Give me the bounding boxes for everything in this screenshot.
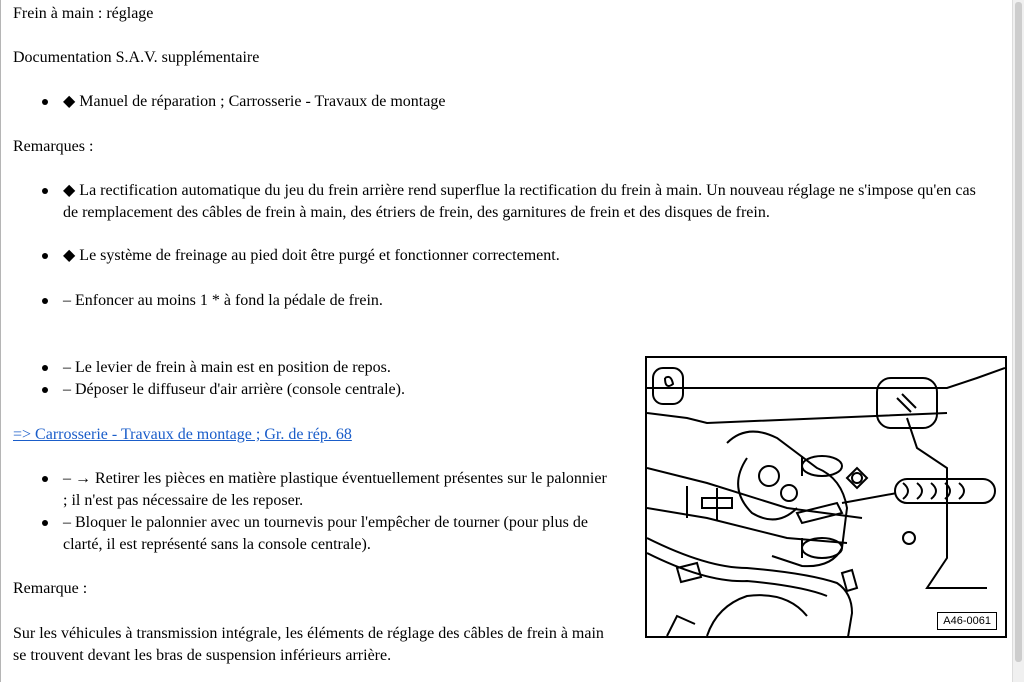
remarks-heading: Remarques : <box>13 138 94 155</box>
list-item <box>13 290 713 312</box>
list-item <box>13 512 613 556</box>
page-title: Frein à main : réglage <box>13 5 154 22</box>
carrosserie-link[interactable]: => Carrosserie - Travaux de montage ; Gr. de rép. 68 <box>13 426 352 443</box>
handbrake-drawing <box>647 358 1005 636</box>
step-text: – → Retirer les pièces en matière plastique éventuellement présentes sur le palonnier ; il n'est pas nécessaire de les reposer. <box>63 470 607 509</box>
list-item <box>13 245 988 267</box>
remark-heading: Remarque : <box>13 580 88 597</box>
bullet-icon <box>42 387 48 393</box>
list-item <box>13 379 633 401</box>
step-text: – Enfoncer au moins 1 * à fond la pédale de frein. <box>63 292 383 309</box>
doc-heading: Documentation S.A.V. supplémentaire <box>13 49 260 66</box>
figure-label: A46-0061 <box>937 612 997 630</box>
bullet-icon <box>42 298 48 304</box>
remark-text: ◆ Le système de freinage au pied doit être purgé et fonctionner correctement. <box>63 247 560 264</box>
vertical-scrollbar[interactable] <box>1012 0 1024 682</box>
bullet-icon <box>42 365 48 371</box>
step-text: – Déposer le diffuseur d'air arrière (console centrale). <box>63 381 405 398</box>
bullet-icon <box>42 99 48 105</box>
handbrake-diagram <box>645 356 1007 638</box>
step-text: – Bloquer le palonnier avec un tournevis pour l'empêcher de tourner (pour plus de clarté, il est représenté sans la console centrale). <box>63 514 588 553</box>
scrollbar-thumb[interactable] <box>1015 2 1022 662</box>
list-item <box>13 357 633 379</box>
bullet-icon <box>42 188 48 194</box>
bullet-icon <box>42 520 48 526</box>
list-item <box>13 468 613 512</box>
list-item <box>13 91 713 113</box>
step-text: – Le levier de frein à main est en position de repos. <box>63 359 391 376</box>
remark-text: ◆ La rectification automatique du jeu du frein arrière rend superflue la rectification du frein à main. Un nouveau réglage ne s'impose qu'en cas de remplacement des câbles de frein à main, des étriers de frein, des garnitures de frein et des disques de frein. <box>63 182 976 221</box>
list-item <box>13 180 988 246</box>
bullet-icon <box>42 476 48 482</box>
bullet-icon <box>42 253 48 259</box>
doc-item-text: ◆ Manuel de réparation ; Carrosserie - Travaux de montage <box>63 93 446 110</box>
remark-text: Sur les véhicules à transmission intégrale, les éléments de réglage des câbles de frein à main se trouvent devant les bras de suspension inférieurs arrière. <box>13 625 604 664</box>
